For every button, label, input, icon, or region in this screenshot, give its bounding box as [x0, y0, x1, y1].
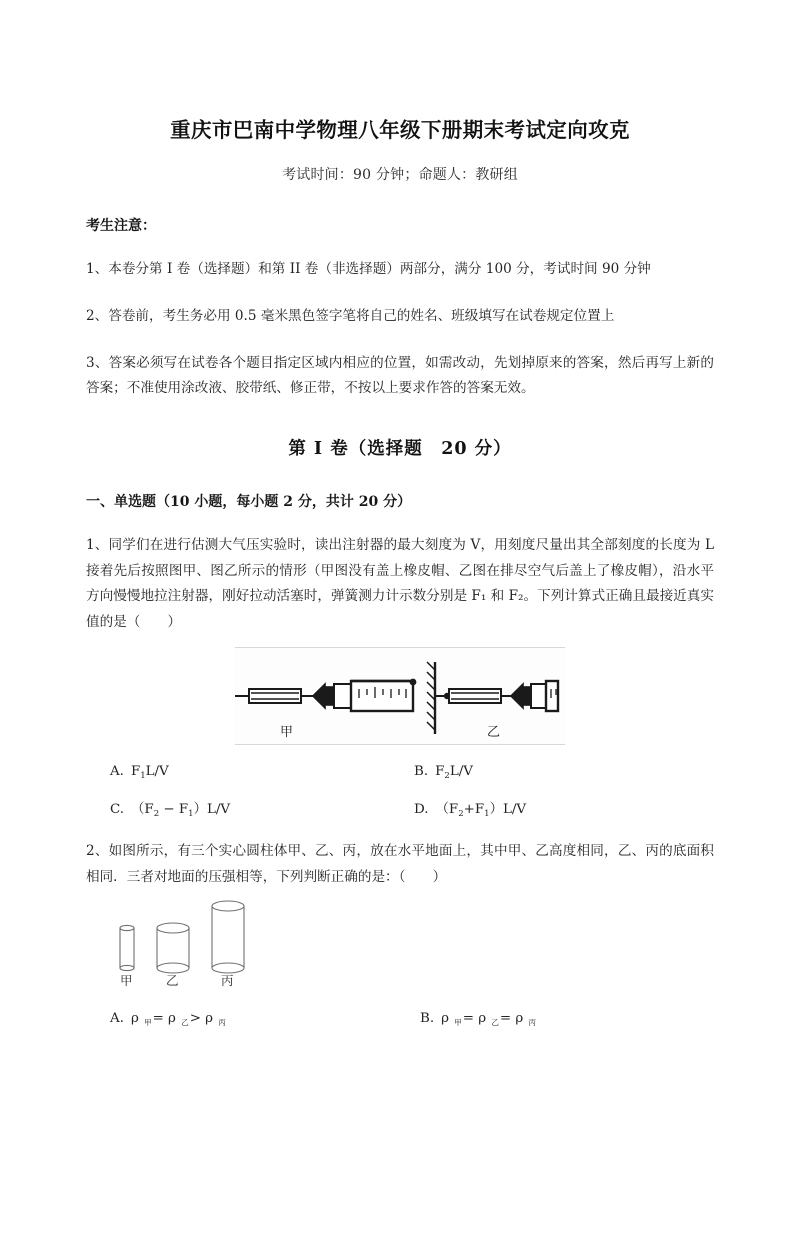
figure-label-jia: 甲: [280, 725, 294, 741]
notice-heading: 考生注意：: [86, 217, 156, 234]
option-2-A-expr: ρ $_甲$= ρ $_乙$> ρ $_丙$: [130, 1011, 226, 1028]
cylinders-figure: [104, 890, 289, 988]
page-title: 重庆市巴南中学物理八年级下册期末考试定向攻克: [170, 118, 630, 142]
option-1-C-label: C.: [110, 802, 125, 818]
option-1-C[interactable]: [86, 798, 400, 820]
option-2-B-expr: ρ $_甲$= ρ $_乙$= ρ $_丙$: [441, 1011, 536, 1028]
part-one-title: 第 I 卷（选择题 20 分）: [288, 439, 512, 460]
exam-meta-subtitle: 考试时间：90 分钟；命题人：教研组: [282, 166, 518, 183]
option-1-A[interactable]: [86, 764, 400, 782]
question-1-options-row-1: [86, 764, 714, 782]
syringe-experiment-figure: [235, 647, 565, 745]
option-2-A-label: A.: [110, 1011, 124, 1027]
exam-page: [0, 118, 800, 1249]
question-2-text: 2、如图所示，有三个实心圆柱体甲、乙、丙，放在水平地面上，其中甲、乙高度相同，乙、丙的底面积相同．三者对地面的压强相等，下列判断正确的是：（ ）: [86, 843, 714, 885]
option-1-A-label: A.: [110, 764, 124, 780]
option-1-B[interactable]: [400, 764, 714, 782]
option-1-B-expr: $F_2L/V$: [435, 764, 473, 782]
option-1-C-expr: $(F_2 - F_1)L/V$: [131, 802, 231, 820]
question-1-figure-wrap: [86, 647, 714, 745]
option-2-B-label: B.: [420, 1011, 435, 1027]
option-1-D[interactable]: [400, 798, 714, 820]
question-2-figure-wrap: [86, 890, 714, 988]
notice-item-3: 3、答案必须写在试卷各个题目指定区域内相应的位置，如需改动，先划掉原来的答案，然后再写上新的答案；不准使用涂改液、胶带纸、修正带，不按以上要求作答的答案无效。: [86, 354, 714, 397]
notice-item-2: 2、答卷前，考生务必用 0.5 毫米黑色签字笔将自己的姓名、班级填写在试卷规定位置上: [86, 307, 615, 324]
option-1-B-label: B.: [414, 764, 429, 780]
figure-label-yi: 乙: [487, 725, 501, 741]
option-2-B[interactable]: [400, 1011, 714, 1026]
section-one-title: 一、单选题（10 小题，每小题 2 分，共计 20 分）: [86, 494, 412, 511]
question-1-options-row-2: [86, 798, 714, 820]
cylinder-label-bing: 丙: [221, 973, 234, 989]
option-1-D-label: D.: [414, 802, 429, 818]
question-1-text: 1、同学们在进行估测大气压实验时，读出注射器的最大刻度为 V，用刻度尺量出其全部刻度的长度为 L 接着先后按照图甲、图乙所示的情形（甲图没有盖上橡皮帽、乙图在排尽空气后盖上了橡皮帽），沿水平方向慢慢地拉注射器，刚好拉动活塞时，弹簧测力计示数分别是 F₁ 和 F₂。下列计算式正确且最接近真实值的是（ ）: [86, 537, 714, 630]
option-1-A-expr: $F_1L/V$: [130, 764, 169, 782]
option-2-A[interactable]: [86, 1011, 400, 1026]
cylinder-label-jia: 甲: [120, 973, 133, 989]
cylinder-label-yi: 乙: [166, 973, 179, 989]
question-2-options-row-1: [86, 1011, 714, 1026]
option-1-D-expr: $(F_2+F_1)L/V$: [435, 802, 527, 820]
notice-item-1: 1、本卷分第 I 卷（选择题）和第 II 卷（非选择题）两部分，满分 100 分，考试时间 90 分钟: [86, 260, 651, 277]
